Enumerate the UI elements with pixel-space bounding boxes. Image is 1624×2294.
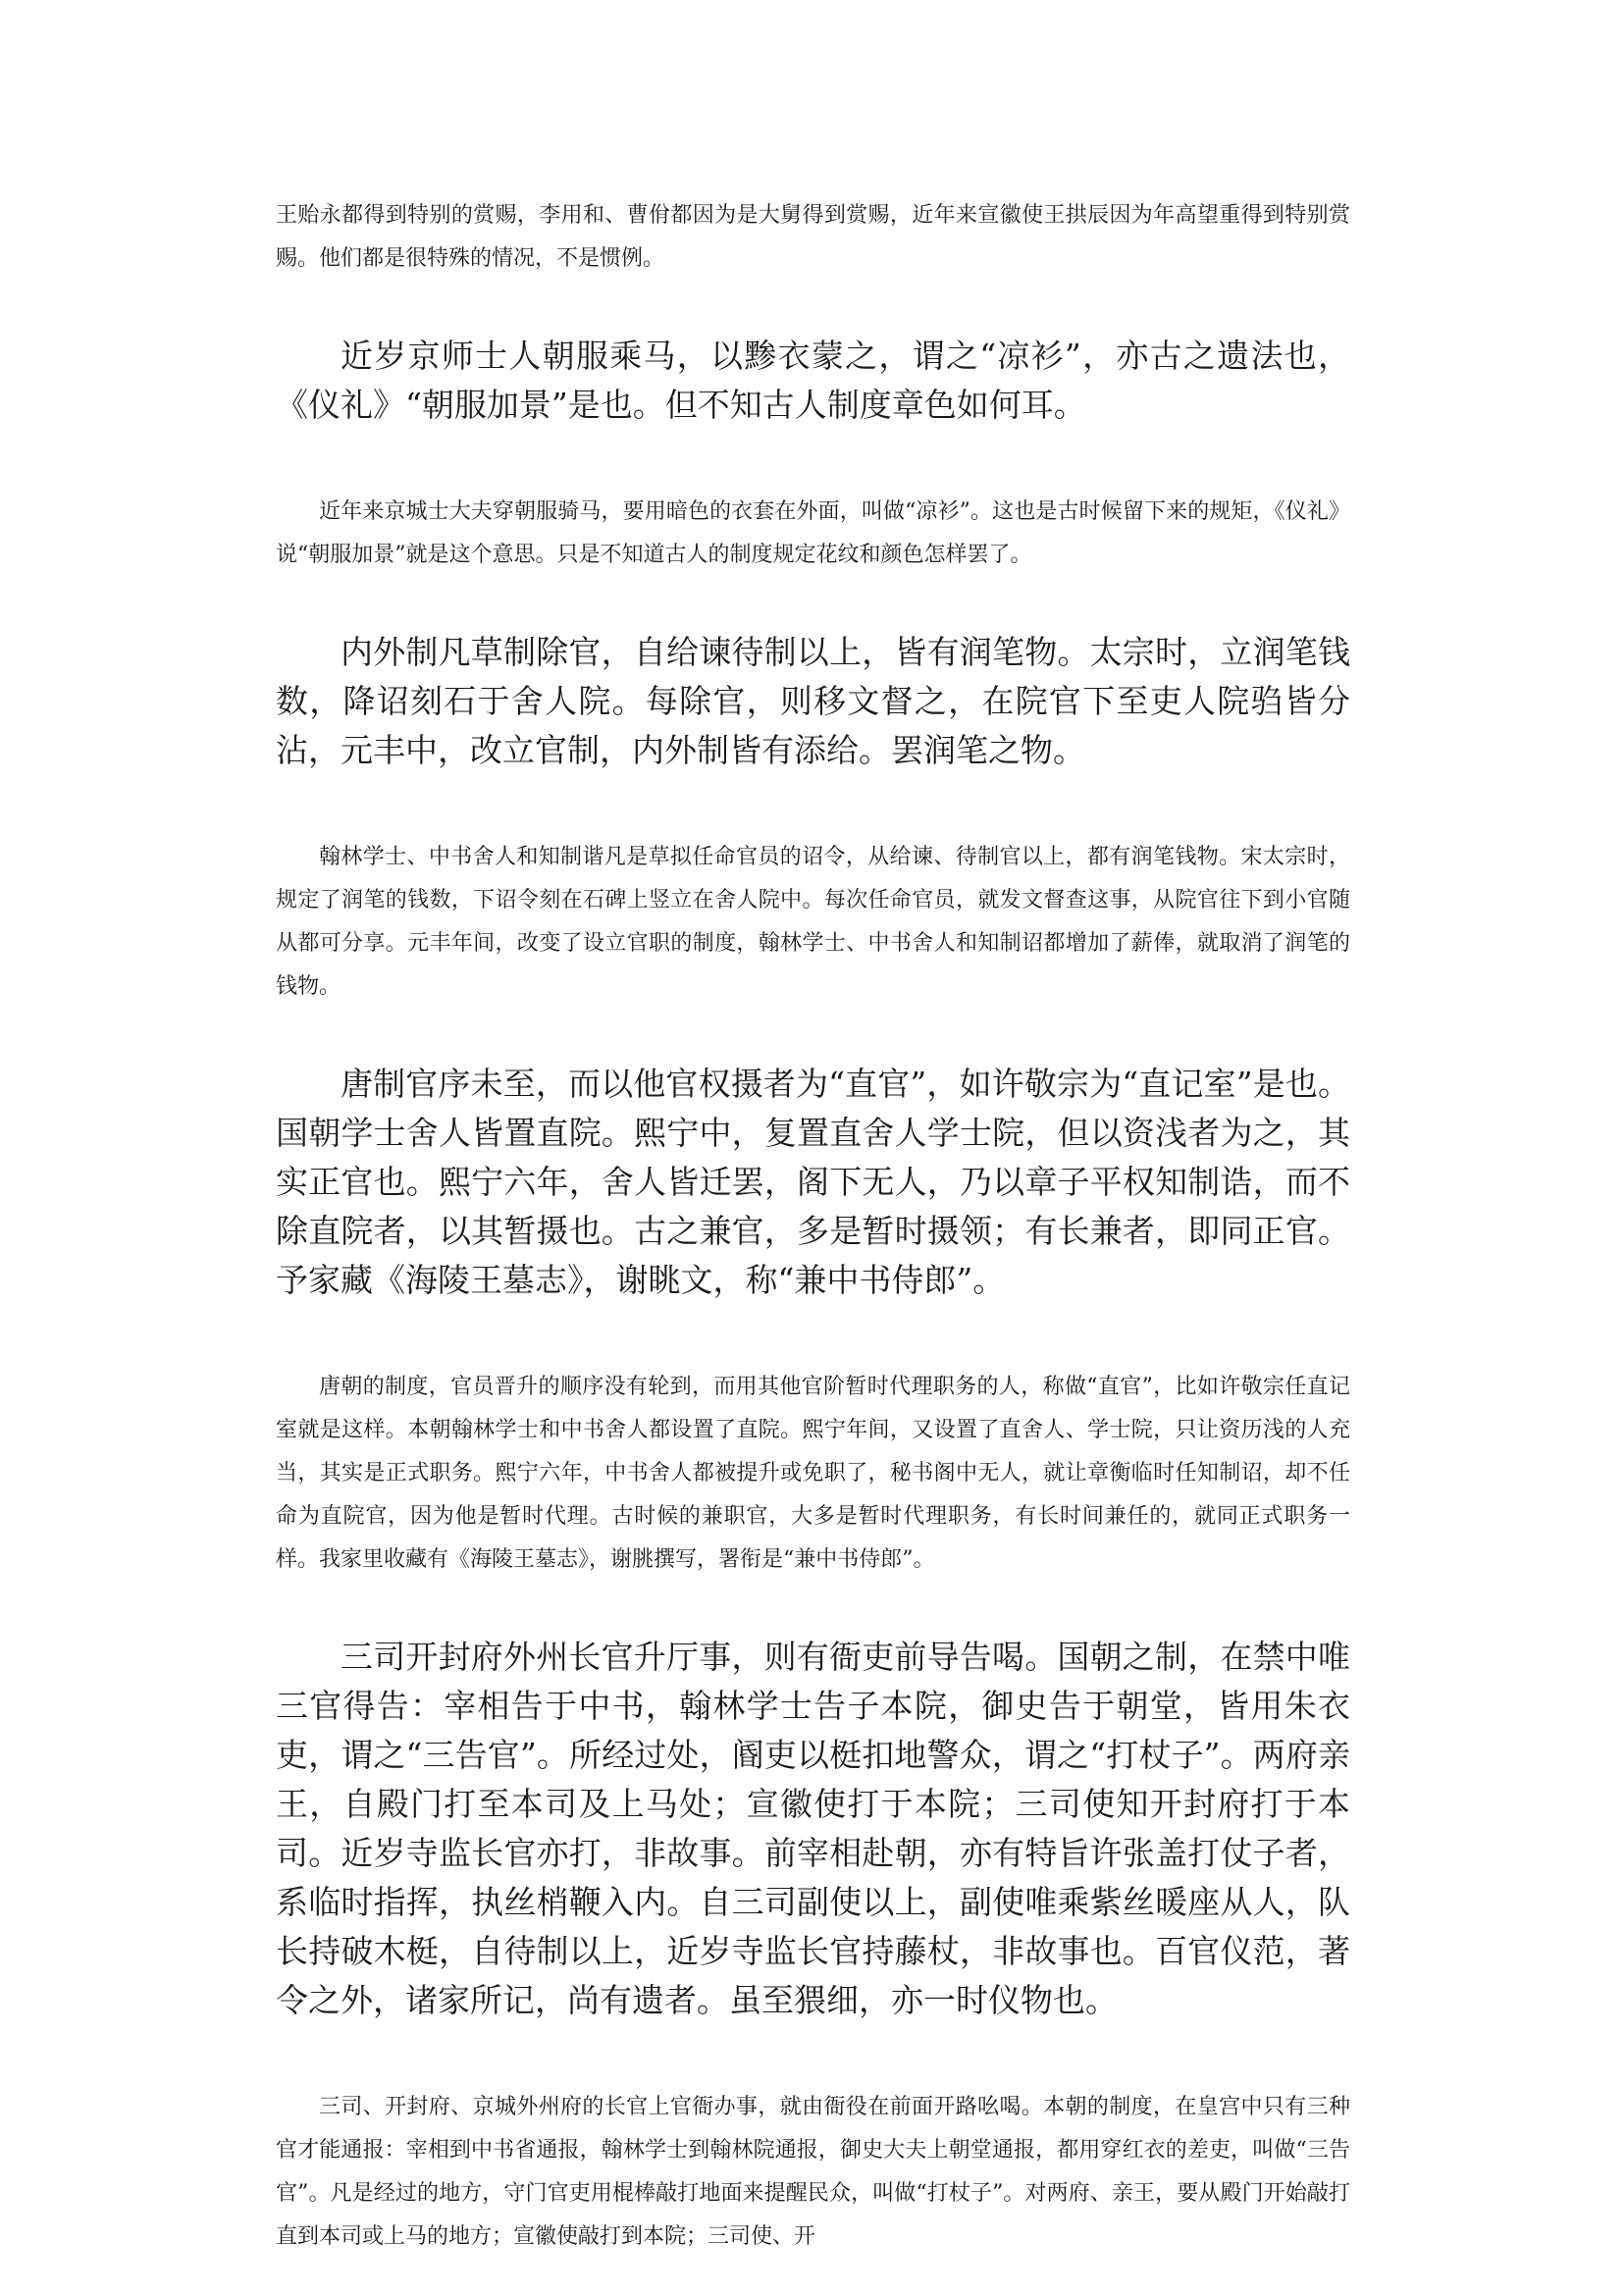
original-paragraph-4: 三司开封府外州长官升厅事，则有衙吏前导告喝。国朝之制，在禁中唯三官得告：宰相告于中书，翰林学士告子本院，御史告于朝堂，皆用朱衣吏，谓之“三告官”。所经过处，阍吏以梃扣地警众，谓之“打杖子”。两府亲王，自殿门打至本司及上马处；宣徽使打于本院；三司使知开封府打于本司。近岁寺监长官亦打，非故事。前宰相赴朝，亦有特旨许张盖打仗子者，系临时指挥，执丝梢鞭入内。自三司副使以上，副使唯乘紫丝暖座从人，队长持破木梃，自待制以上，近岁寺监长官持藤杖，非故事也。百官仪范，著令之外，诸家所记，尚有遗者。虽至猥细，亦一时仪物也。: [276, 1638, 1350, 2019]
original-paragraph-1: 近岁京师士人朝服乘马，以黪衣蒙之，谓之“凉衫”，亦古之遗法也，《仪礼》“朝服加景”是也。但不知古人制度章色如何耳。: [276, 337, 1350, 424]
original-paragraph-2: 内外制凡草制除官，自给谏待制以上，皆有润笔物。太宗时，立润笔钱数，降诏刻石于舍人院。每除官，则移文督之，在院官下至吏人院驺皆分沾，元丰中，改立官制，内外制皆有添给。罢润笔之物。: [276, 633, 1350, 769]
original-paragraph-3: 唐制官序未至，而以他官权摄者为“直官”，如许敬宗为“直记室”是也。国朝学士舍人皆置直院。熙宁中，复置直舍人学士院，但以资浅者为之，其实正官也。熙宁六年，舍人皆迁罢，阁下无人，乃以章子平权知制诰，而不除直院者，以其暂摄也。古之兼官，多是暂时摄领；有长兼者，即同正官。予家藏《海陵王墓志》，谢眺文，称“兼中书侍郎”。: [276, 1065, 1350, 1299]
translation-paragraph-5: 三司、开封府、京城外州府的长官上官衙办事，就由衙役在前面开路吆喝。本朝的制度，在皇宫中只有三种官才能通报：宰相到中书省通报，翰林学士到翰林院通报，御史大夫上朝堂通报，都用穿红衣的差吏，叫做“三告官”。凡是经过的地方，守门官吏用棍棒敲打地面来提醒民众，叫做“打杖子”。对两府、亲王，要从殿门开始敲打直到本司或上马的地方；宣徽使敲打到本院；三司使、开: [276, 2095, 1350, 2249]
translation-paragraph-2: 近年来京城士大夫穿朝服骑马，要用暗色的衣套在外面，叫做“凉衫”。这也是古时候留下来的规矩，《仪礼》说“朝服加景”就是这个意思。只是不知道古人的制度规定花纹和颜色怎样罢了。: [276, 499, 1350, 567]
translation-paragraph-1: 王贻永都得到特别的赏赐，李用和、曹佾都因为是大舅得到赏赐，近年来宣徽使王拱辰因为年高望重得到特别赏赐。他们都是很特殊的情况，不是惯例。: [276, 203, 1350, 271]
document-page: [276, 194, 1350, 2259]
translation-paragraph-4: 唐朝的制度，官员晋升的顺序没有轮到，而用其他官阶暂时代理职务的人，称做“直官”，比如许敬宗任直记室就是这样。本朝翰林学士和中书舍人都设置了直院。熙宁年间，又设置了直舍人、学士院，只让资历浅的人充当，其实是正式职务。熙宁六年，中书舍人都被提升或免职了，秘书阁中无人，就让章衡临时任知制诏，却不任命为直院官，因为他是暂时代理。古时候的兼职官，大多是暂时代理职务，有长时间兼任的，就同正式职务一样。我家里收藏有《海陵王墓志》，谢朓撰写，署衔是“兼中书侍郎”。: [276, 1375, 1350, 1572]
translation-paragraph-3: 翰林学士、中书舍人和知制谐凡是草拟任命官员的诏令，从给谏、待制官以上，都有润笔钱物。宋太宗时，规定了润笔的钱数，下诏令刻在石碑上竖立在舍人院中。每次任命官员，就发文督查这事，从院官往下到小官随从都可分享。元丰年间，改变了设立官职的制度，翰林学士、中书舍人和知制诏都增加了薪俸，就取消了润笔的钱物。: [276, 845, 1350, 999]
